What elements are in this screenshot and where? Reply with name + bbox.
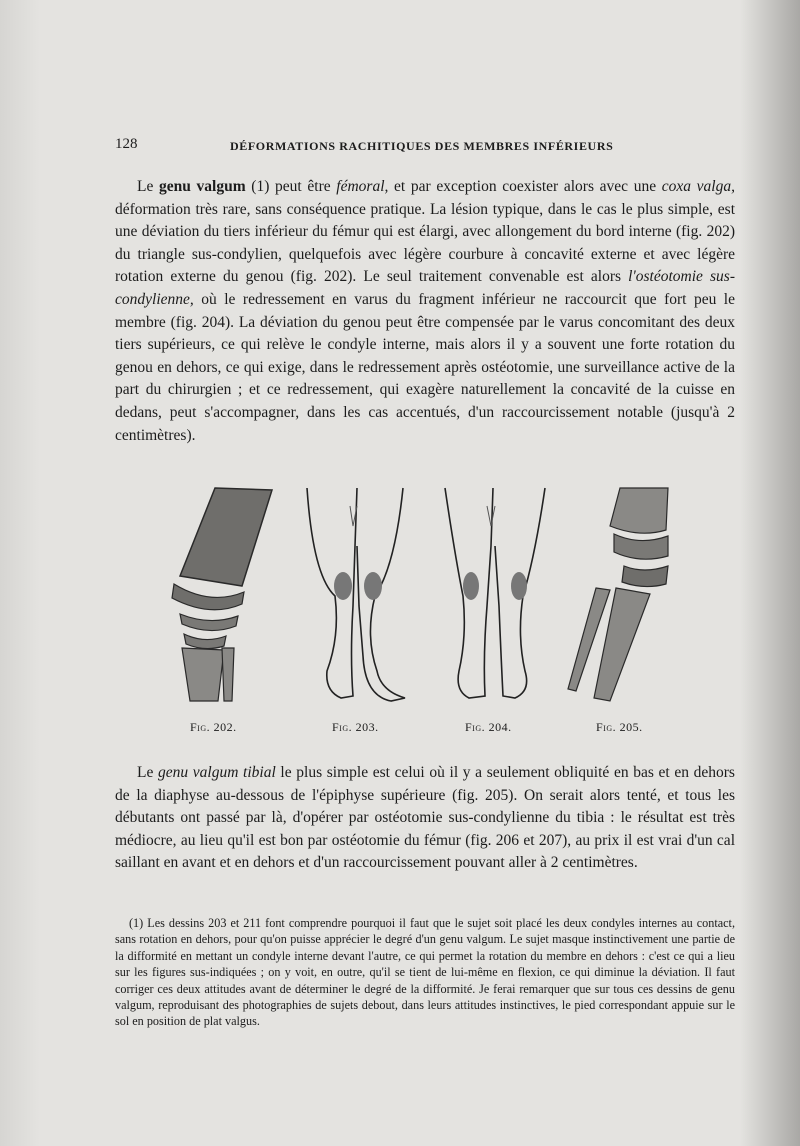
page-shadow-right <box>740 0 800 1146</box>
figure-row <box>160 486 680 711</box>
footnote: (1) Les dessins 203 et 211 font comprendre pourquoi il faut que le sujet soit placé les deux condyles internes au contact, sans rotation en dehors, pour qu'on puisse apprécier le degré d'un genu valgum. Le sujet masque instinctivement une partie de la difformité en mettant un condyle interne devant l'autre, ce qui permet la rotation du membre en dehors : c'est ce qui a lieu sur les figures sus-indiquées ; on y voit, en outre, qu'il se tient de lui-même en flexion, ce qui diminue la déviation. Il faut corriger ces deux attitudes avant de déterminer le degré de la difformité. Je ferai remarquer que sur tous ces dessins de genu valgum, reproduisant des photographies de sujets debout, dans leurs attitudes instinctives, le pied correspondant appuie sur le sol en position de plat valgus. <box>115 916 735 1029</box>
text-run: où le redressement en varus du fragment inférieur ne raccourcit que fort peu le membre (fig. 204). La déviation du genou peut être compensée par le varus concomitant des deux tiers supérieurs, ce qui relève le condyle interne, mais alors il y a souvent une forte rotation du genou en dehors, ce qui exige, dans le redressement après ostéotomie, une surveillance active de la part du chirurgien ; et ce redressement, qui exagère naturellement la concavité de la cuisse en dedans, peut s'accompagner, dans les cas accentués, d'un raccourcissement notable (jusqu'à 2 centimètres). <box>115 290 735 444</box>
running-title: DÉFORMATIONS RACHITIQUES DES MEMBRES INFÉRIEURS <box>230 139 614 153</box>
running-head <box>115 136 705 158</box>
text-run: (1) peut être <box>245 178 337 195</box>
paragraph-femoral-genu-valgum <box>115 176 735 447</box>
term-femoral: fémoral, <box>336 178 389 195</box>
text-run: Le <box>137 178 160 195</box>
caption-fig-205: Fig. 205. <box>596 720 643 734</box>
text-run: déformation très rare, sans conséquence pratique. La lésion typique, dans le cas le plus simple, est une déviation du tiers inférieur du fémur qui est élargi, avec allongement du bord interne (fig. 202) du triangle sus-condylien, quelquefois avec légère courbure à concavité externe et avec légère rotation externe du genou (fig. 202). Le seul traitement convenable est alors <box>115 200 735 286</box>
paragraph-tibial-genu-valgum <box>115 762 735 875</box>
term-osteotomie: l'ostéotomie sus-condylienne, <box>115 268 735 308</box>
caption-fig-204: Fig. 204. <box>465 720 512 734</box>
figure-204-illustration <box>435 486 555 708</box>
figure-203-illustration <box>295 486 415 708</box>
text-run: le plus simple est celui où il y a seulement obliquité en bas et en dehors de la diaphyse au-dessous de l'épiphyse supérieure (fig. 205). On serait alors tenté, et tous les débutants ont passé par là, d'opérer par ostéotomie sus-condylienne du tibia : le résultat est très médiocre, au lieu qu'il est bon par ostéotomie du fémur (fig. 206 et 207), au prix il est vrai d'un cal saillant en avant et en dehors et d'un raccourcissement pouvant aller à 2 centimètres. <box>115 764 735 872</box>
figure-202-illustration <box>160 486 280 708</box>
caption-fig-203: Fig. 203. <box>332 720 379 734</box>
text-run: et par exception coexister alors avec une <box>388 178 662 195</box>
term-genu-valgum: genu valgum <box>159 178 246 195</box>
term-genu-valgum-tibial: genu valgum tibial <box>158 764 276 781</box>
term-coxa-valga: coxa valga, <box>661 178 735 195</box>
text-run: Le <box>137 764 158 781</box>
figure-205-illustration <box>560 486 680 708</box>
page-number: 128 <box>115 136 138 152</box>
page-shadow-left <box>0 0 40 1146</box>
caption-fig-202: Fig. 202. <box>190 720 237 734</box>
